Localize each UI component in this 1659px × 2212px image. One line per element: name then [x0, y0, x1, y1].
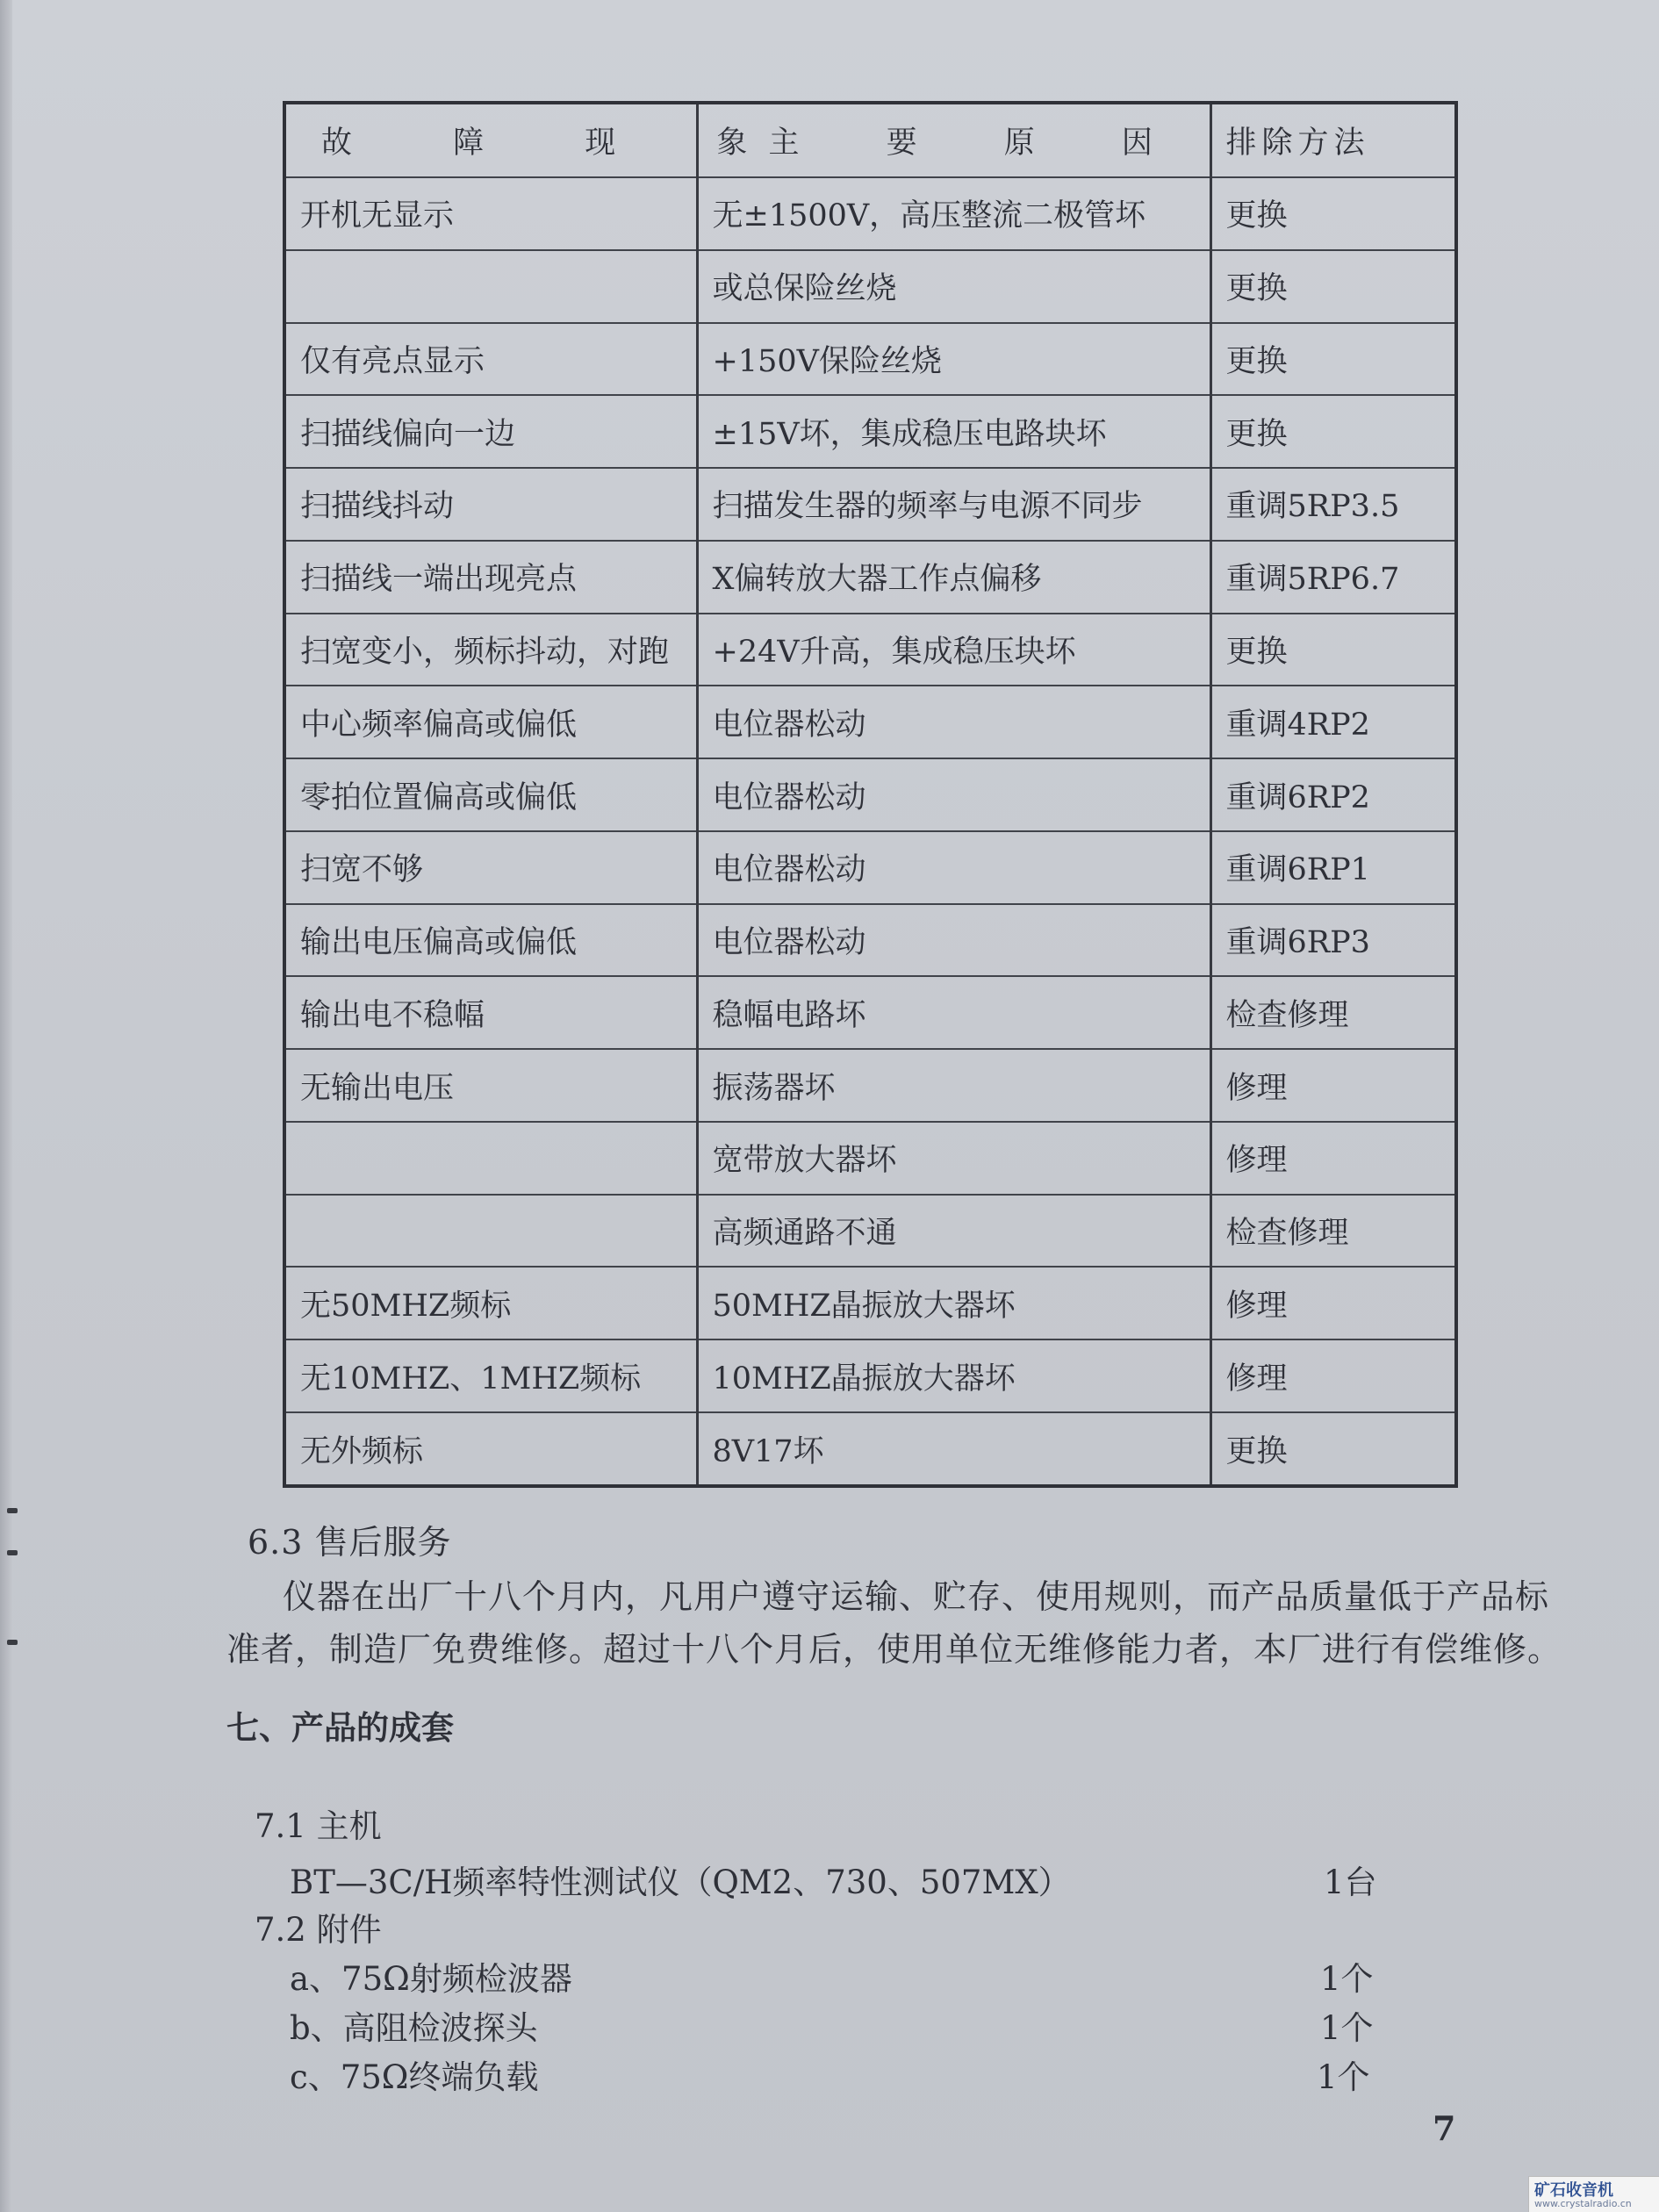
- section7-heading: 七、产品的成套: [226, 1709, 454, 1747]
- troubleshooting-table: [283, 101, 1458, 1488]
- table-row: [284, 1122, 1456, 1195]
- cell-remedy: 更换: [1210, 323, 1456, 396]
- cell-remedy: 修理: [1210, 1122, 1456, 1195]
- cell-fault: [284, 1195, 697, 1268]
- main-unit-qty: 1台: [1324, 1864, 1377, 1901]
- cell-fault: 扫宽不够: [284, 831, 697, 904]
- cell-cause: 高频通路不通: [697, 1195, 1210, 1268]
- cell-fault: 扫描线一端出现亮点: [284, 541, 697, 614]
- cell-fault: 输出电压偏高或偏低: [284, 904, 697, 977]
- watermark-name: 矿石收音机: [1534, 2181, 1613, 2200]
- cell-fault: 输出电不稳幅: [284, 976, 697, 1049]
- header-remedy: 排除方法: [1210, 103, 1456, 177]
- table-row: [284, 250, 1456, 323]
- cell-remedy: 重调4RP2: [1210, 686, 1456, 758]
- table-row: [284, 904, 1456, 977]
- accessories-heading: 7.2 附件: [255, 1911, 382, 1949]
- table-row: [284, 323, 1456, 396]
- cell-cause: 电位器松动: [697, 758, 1210, 831]
- cell-cause: 10MHZ晶振放大器坏: [697, 1339, 1210, 1412]
- accessory-qty: 1个: [1320, 1960, 1374, 1998]
- cell-cause: 稳幅电路坏: [697, 976, 1210, 1049]
- accessory-item: a、75Ω射频检波器: [290, 1960, 572, 1998]
- site-watermark: [1528, 2176, 1659, 2212]
- cell-remedy: 重调6RP3: [1210, 904, 1456, 977]
- cell-fault: 仅有亮点显示: [284, 323, 697, 396]
- table-row: [284, 1267, 1456, 1339]
- binding-mark: [7, 1550, 18, 1555]
- header-fault: 故 障 现 象: [284, 103, 697, 177]
- table-row: [284, 831, 1456, 904]
- cell-fault: 无10MHZ、1MHZ频标: [284, 1339, 697, 1412]
- cell-fault: 无外频标: [284, 1412, 697, 1486]
- cell-remedy: 更换: [1210, 1412, 1456, 1486]
- cell-remedy: 重调6RP2: [1210, 758, 1456, 831]
- table-row: [284, 1339, 1456, 1412]
- accessory-item: c、75Ω终端负载: [290, 2058, 539, 2096]
- cell-fault: 无输出电压: [284, 1049, 697, 1122]
- cell-remedy: 更换: [1210, 395, 1456, 468]
- cell-cause: 无±1500V，高压整流二极管坏: [697, 177, 1210, 250]
- cell-cause: 电位器松动: [697, 831, 1210, 904]
- watermark-url: www.crystalradio.cn: [1534, 2198, 1632, 2209]
- cell-remedy: 修理: [1210, 1049, 1456, 1122]
- cell-cause: 50MHZ晶振放大器坏: [697, 1267, 1210, 1339]
- table-row: [284, 541, 1456, 614]
- cell-cause: 电位器松动: [697, 904, 1210, 977]
- table-row: [284, 177, 1456, 250]
- accessory-qty: 1个: [1317, 2058, 1370, 2096]
- cell-cause: ±15V坏，集成稳压电路块坏: [697, 395, 1210, 468]
- cell-remedy: 修理: [1210, 1339, 1456, 1412]
- accessory-item: b、高阻检波探头: [290, 2009, 538, 2047]
- cell-fault: [284, 250, 697, 323]
- cell-cause: 电位器松动: [697, 686, 1210, 758]
- table-row: [284, 976, 1456, 1049]
- cell-fault: 扫宽变小，频标抖动，对跑: [284, 614, 697, 686]
- main-unit-item: BT—3C/H频率特性测试仪（QM2、730、507MX）: [290, 1864, 1071, 1901]
- accessory-qty: 1个: [1320, 2009, 1374, 2047]
- cell-remedy: 重调6RP1: [1210, 831, 1456, 904]
- cell-fault: 零拍位置偏高或偏低: [284, 758, 697, 831]
- cell-remedy: 更换: [1210, 250, 1456, 323]
- cell-remedy: 重调5RP6.7: [1210, 541, 1456, 614]
- cell-cause: 宽带放大器坏: [697, 1122, 1210, 1195]
- table-row: [284, 1049, 1456, 1122]
- cell-remedy: 检查修理: [1210, 976, 1456, 1049]
- cell-cause: X偏转放大器工作点偏移: [697, 541, 1210, 614]
- cell-fault: 无50MHZ频标: [284, 1267, 697, 1339]
- service-text-line2: 准者，制造厂免费维修。超过十八个月后，使用单位无维修能力者，本厂进行有偿维修。: [226, 1630, 1562, 1669]
- cell-cause: +24V升高，集成稳压块坏: [697, 614, 1210, 686]
- binding-mark: [7, 1640, 18, 1645]
- binding-mark: [7, 1508, 18, 1513]
- cell-fault: [284, 1122, 697, 1195]
- cell-cause: 或总保险丝烧: [697, 250, 1210, 323]
- cell-remedy: 更换: [1210, 177, 1456, 250]
- service-heading: 6.3 售后服务: [248, 1523, 452, 1562]
- cell-fault: 中心频率偏高或偏低: [284, 686, 697, 758]
- header-cause: 主 要 原 因: [697, 103, 1210, 177]
- table-row: [284, 758, 1456, 831]
- cell-cause: +150V保险丝烧: [697, 323, 1210, 396]
- service-text-line1: 仪器在出厂十八个月内，凡用户遵守运输、贮存、使用规则，而产品质量低于产品标: [283, 1577, 1550, 1616]
- cell-fault: 扫描线偏向一边: [284, 395, 697, 468]
- table-row: [284, 1412, 1456, 1486]
- cell-remedy: 检查修理: [1210, 1195, 1456, 1268]
- cell-fault: 开机无显示: [284, 177, 697, 250]
- binding-edge: [0, 0, 12, 2212]
- cell-fault: 扫描线抖动: [284, 468, 697, 541]
- table-row: [284, 614, 1456, 686]
- cell-remedy: 重调5RP3.5: [1210, 468, 1456, 541]
- table-row: [284, 395, 1456, 468]
- cell-cause: 振荡器坏: [697, 1049, 1210, 1122]
- main-unit-heading: 7.1 主机: [255, 1807, 382, 1845]
- cell-cause: 扫描发生器的频率与电源不同步: [697, 468, 1210, 541]
- table-row: [284, 468, 1456, 541]
- cell-remedy: 更换: [1210, 614, 1456, 686]
- table-row: [284, 686, 1456, 758]
- table-row: [284, 1195, 1456, 1268]
- table-header-row: [284, 103, 1456, 177]
- page-number: 7: [1433, 2108, 1456, 2148]
- cell-remedy: 修理: [1210, 1267, 1456, 1339]
- cell-cause: 8V17坏: [697, 1412, 1210, 1486]
